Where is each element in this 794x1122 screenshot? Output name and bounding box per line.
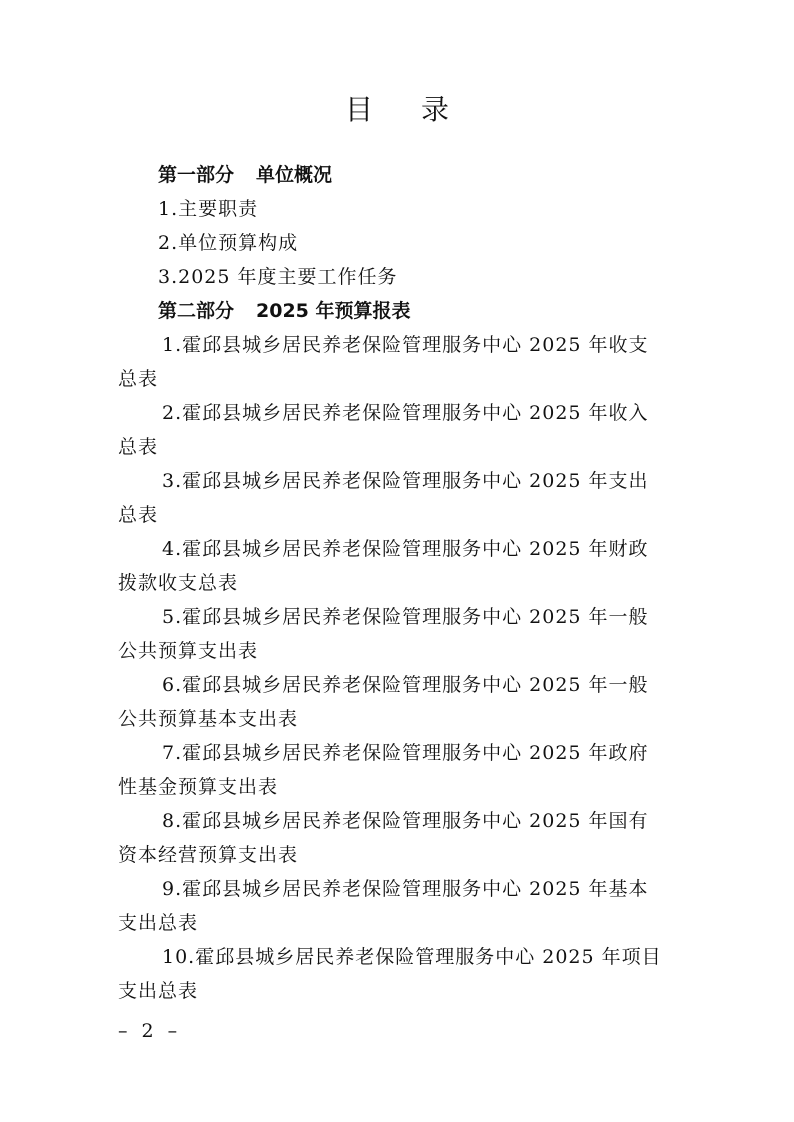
part1-heading[interactable] [118, 158, 678, 192]
toc-entry-line1: 7.霍邱县城乡居民养老保险管理服务中心 2025 年政府 [162, 742, 649, 764]
toc-entry-line2: 资本经营预算支出表 [118, 844, 299, 866]
part2-name: 2025 年预算报表 [256, 300, 411, 322]
toc-entry-8[interactable] [118, 804, 678, 872]
toc-entry-line1: 2.霍邱县城乡居民养老保险管理服务中心 2025 年收入 [162, 402, 649, 424]
part1-label: 第一部分 [158, 164, 235, 186]
toc-entry-line1: 10.霍邱县城乡居民养老保险管理服务中心 2025 年项目 [162, 946, 662, 968]
toc-entry-line1: 9.霍邱县城乡居民养老保险管理服务中心 2025 年基本 [162, 878, 649, 900]
toc-entry-line2: 公共预算支出表 [118, 640, 259, 662]
toc-entry-line2: 支出总表 [118, 980, 199, 1002]
toc-entry-line1: 8.霍邱县城乡居民养老保险管理服务中心 2025 年国有 [162, 810, 649, 832]
toc-entry-line1: 4.霍邱县城乡居民养老保险管理服务中心 2025 年财政 [162, 538, 649, 560]
toc-entry-line1: 3.霍邱县城乡居民养老保险管理服务中心 2025 年支出 [162, 470, 649, 492]
part1-name: 单位概况 [256, 164, 333, 186]
toc-entry-line2: 总表 [118, 504, 159, 526]
toc-entry-line2: 总表 [118, 368, 159, 390]
toc-entry-line1: 6.霍邱县城乡居民养老保险管理服务中心 2025 年一般 [162, 674, 649, 696]
page-number: – 2 – [118, 1020, 182, 1042]
toc-entry-1[interactable] [118, 328, 678, 396]
toc-entry-7[interactable] [118, 736, 678, 804]
toc-entry-line1: 1.霍邱县城乡居民养老保险管理服务中心 2025 年收支 [162, 334, 649, 356]
toc-entry-line2: 总表 [118, 436, 159, 458]
table-of-contents [118, 158, 678, 1008]
toc-entry-line2: 拨款收支总表 [118, 572, 239, 594]
toc-entry-9[interactable] [118, 872, 678, 940]
part1-item-work-tasks[interactable]: 3.2025 年度主要工作任务 [158, 266, 398, 288]
page-title [0, 92, 794, 128]
part1-item-budget-composition[interactable]: 2.单位预算构成 [158, 232, 299, 254]
part2-heading[interactable] [118, 294, 678, 328]
toc-entry-3[interactable] [118, 464, 678, 532]
toc-entry-6[interactable] [118, 668, 678, 736]
title-char-1: 目 [344, 93, 373, 126]
toc-entry-line2: 性基金预算支出表 [118, 776, 279, 798]
toc-entry-4[interactable] [118, 532, 678, 600]
title-char-2: 录 [421, 93, 450, 126]
toc-entry-10[interactable] [118, 940, 678, 1008]
part1-item-duties[interactable]: 1.主要职责 [158, 198, 259, 220]
toc-entry-line2: 支出总表 [118, 912, 199, 934]
part2-label: 第二部分 [158, 300, 235, 322]
toc-entry-2[interactable] [118, 396, 678, 464]
toc-entry-5[interactable] [118, 600, 678, 668]
toc-entry-line2: 公共预算基本支出表 [118, 708, 299, 730]
toc-entry-line1: 5.霍邱县城乡居民养老保险管理服务中心 2025 年一般 [162, 606, 649, 628]
